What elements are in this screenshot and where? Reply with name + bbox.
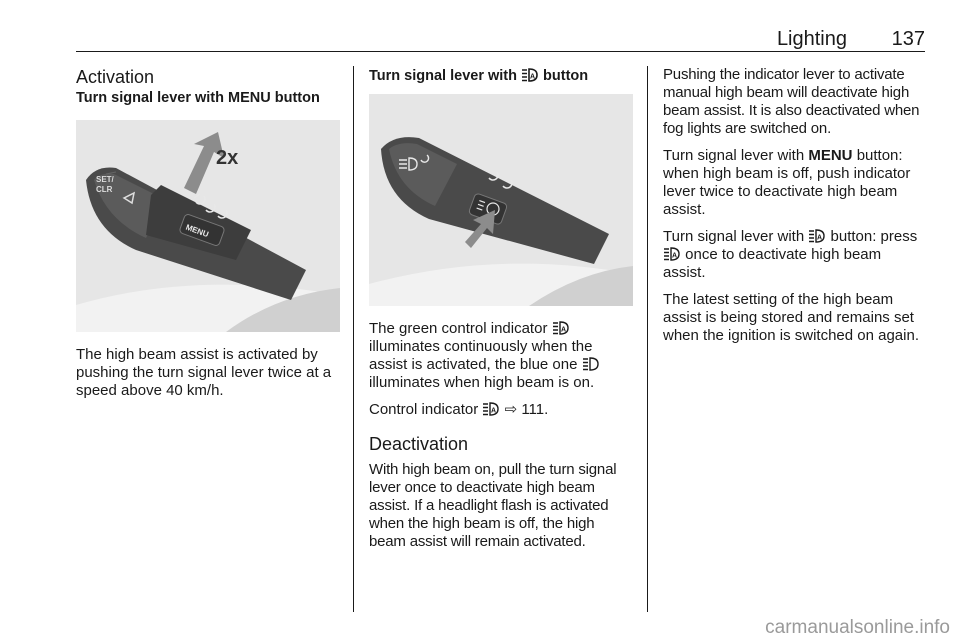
high-beam-assist-icon [808, 229, 826, 243]
heading-deactivation: Deactivation [369, 434, 469, 454]
svg-text:A: A [672, 252, 678, 260]
svg-text:A: A [491, 407, 497, 415]
paragraph-control-indicator: The green control indicator A illuminates continuously when the assist is activated, the blue one illuminates when high beam is on. Control indicator A ⇨ 111. [369, 320, 633, 419]
column-divider-2 [647, 66, 648, 612]
lever-menu-label: MENU [184, 222, 210, 240]
svg-text:A: A [817, 234, 823, 242]
section-title: Lighting [776, 28, 847, 50]
page-ref-arrow-icon: ⇨ [504, 401, 518, 418]
column-1 [76, 66, 340, 400]
paragraph-control-indicator-ref: Control indicator A ⇨ 111. [369, 401, 549, 418]
heading-activation: Activation [76, 67, 155, 87]
paragraph-manual-high-beam: Pushing the indicator lever to activate manual high beam will deactivate high beam assist. It is also deactivated when fog lights are switched on. [663, 66, 920, 137]
svg-text:A: A [560, 326, 566, 334]
high-beam-blue-icon [582, 357, 600, 371]
paragraph-hb-button-deactivate: Turn signal lever with A button: press A once to deactivate high beam assist. [663, 228, 918, 281]
subheading-menu-lever: Turn signal lever with MENU button [76, 90, 320, 106]
high-beam-assist-green-icon [552, 321, 570, 335]
column-divider-1 [353, 66, 354, 612]
menu-button-label: MENU [808, 147, 853, 164]
paragraph-activation: The high beam assist is activated by pushing the turn signal lever twice at a speed above 40 km/h. [76, 346, 332, 399]
svg-text:A: A [530, 73, 536, 81]
figure-2x-label: 2x [216, 147, 239, 169]
paragraph-deactivation: With high beam on, pull the turn signal lever once to deactivate high beam assist. If a headlight flash is activated when the high beam is off, the high beam assist will remain activated. [369, 461, 617, 550]
lever-set-label: SET/ [96, 175, 114, 184]
column-2 [369, 66, 633, 551]
page-number: 137 [891, 28, 925, 50]
page-header [76, 28, 925, 50]
watermark: carmanualsonline.info [765, 617, 950, 638]
column-3 [663, 66, 927, 345]
header-rule [76, 51, 925, 52]
high-beam-assist-ref-icon [482, 402, 500, 416]
lever-clr-label: CLR [96, 185, 113, 194]
high-beam-assist-icon [521, 68, 539, 82]
figure-menu-lever [76, 120, 340, 332]
high-beam-assist-icon [663, 247, 681, 261]
figure-hb-lever [369, 94, 633, 306]
page-ref-link[interactable]: 111. [521, 401, 549, 418]
paragraph-menu-deactivate: Turn signal lever with MENU button: when high beam is off, push indicator lever twice to deactivate high beam assist. [663, 147, 911, 218]
paragraph-setting-stored: The latest setting of the high beam assist is being stored and remains set when the ignition is switched on again. [663, 291, 919, 344]
subheading-hb-lever: Turn signal lever with A button [369, 68, 589, 84]
